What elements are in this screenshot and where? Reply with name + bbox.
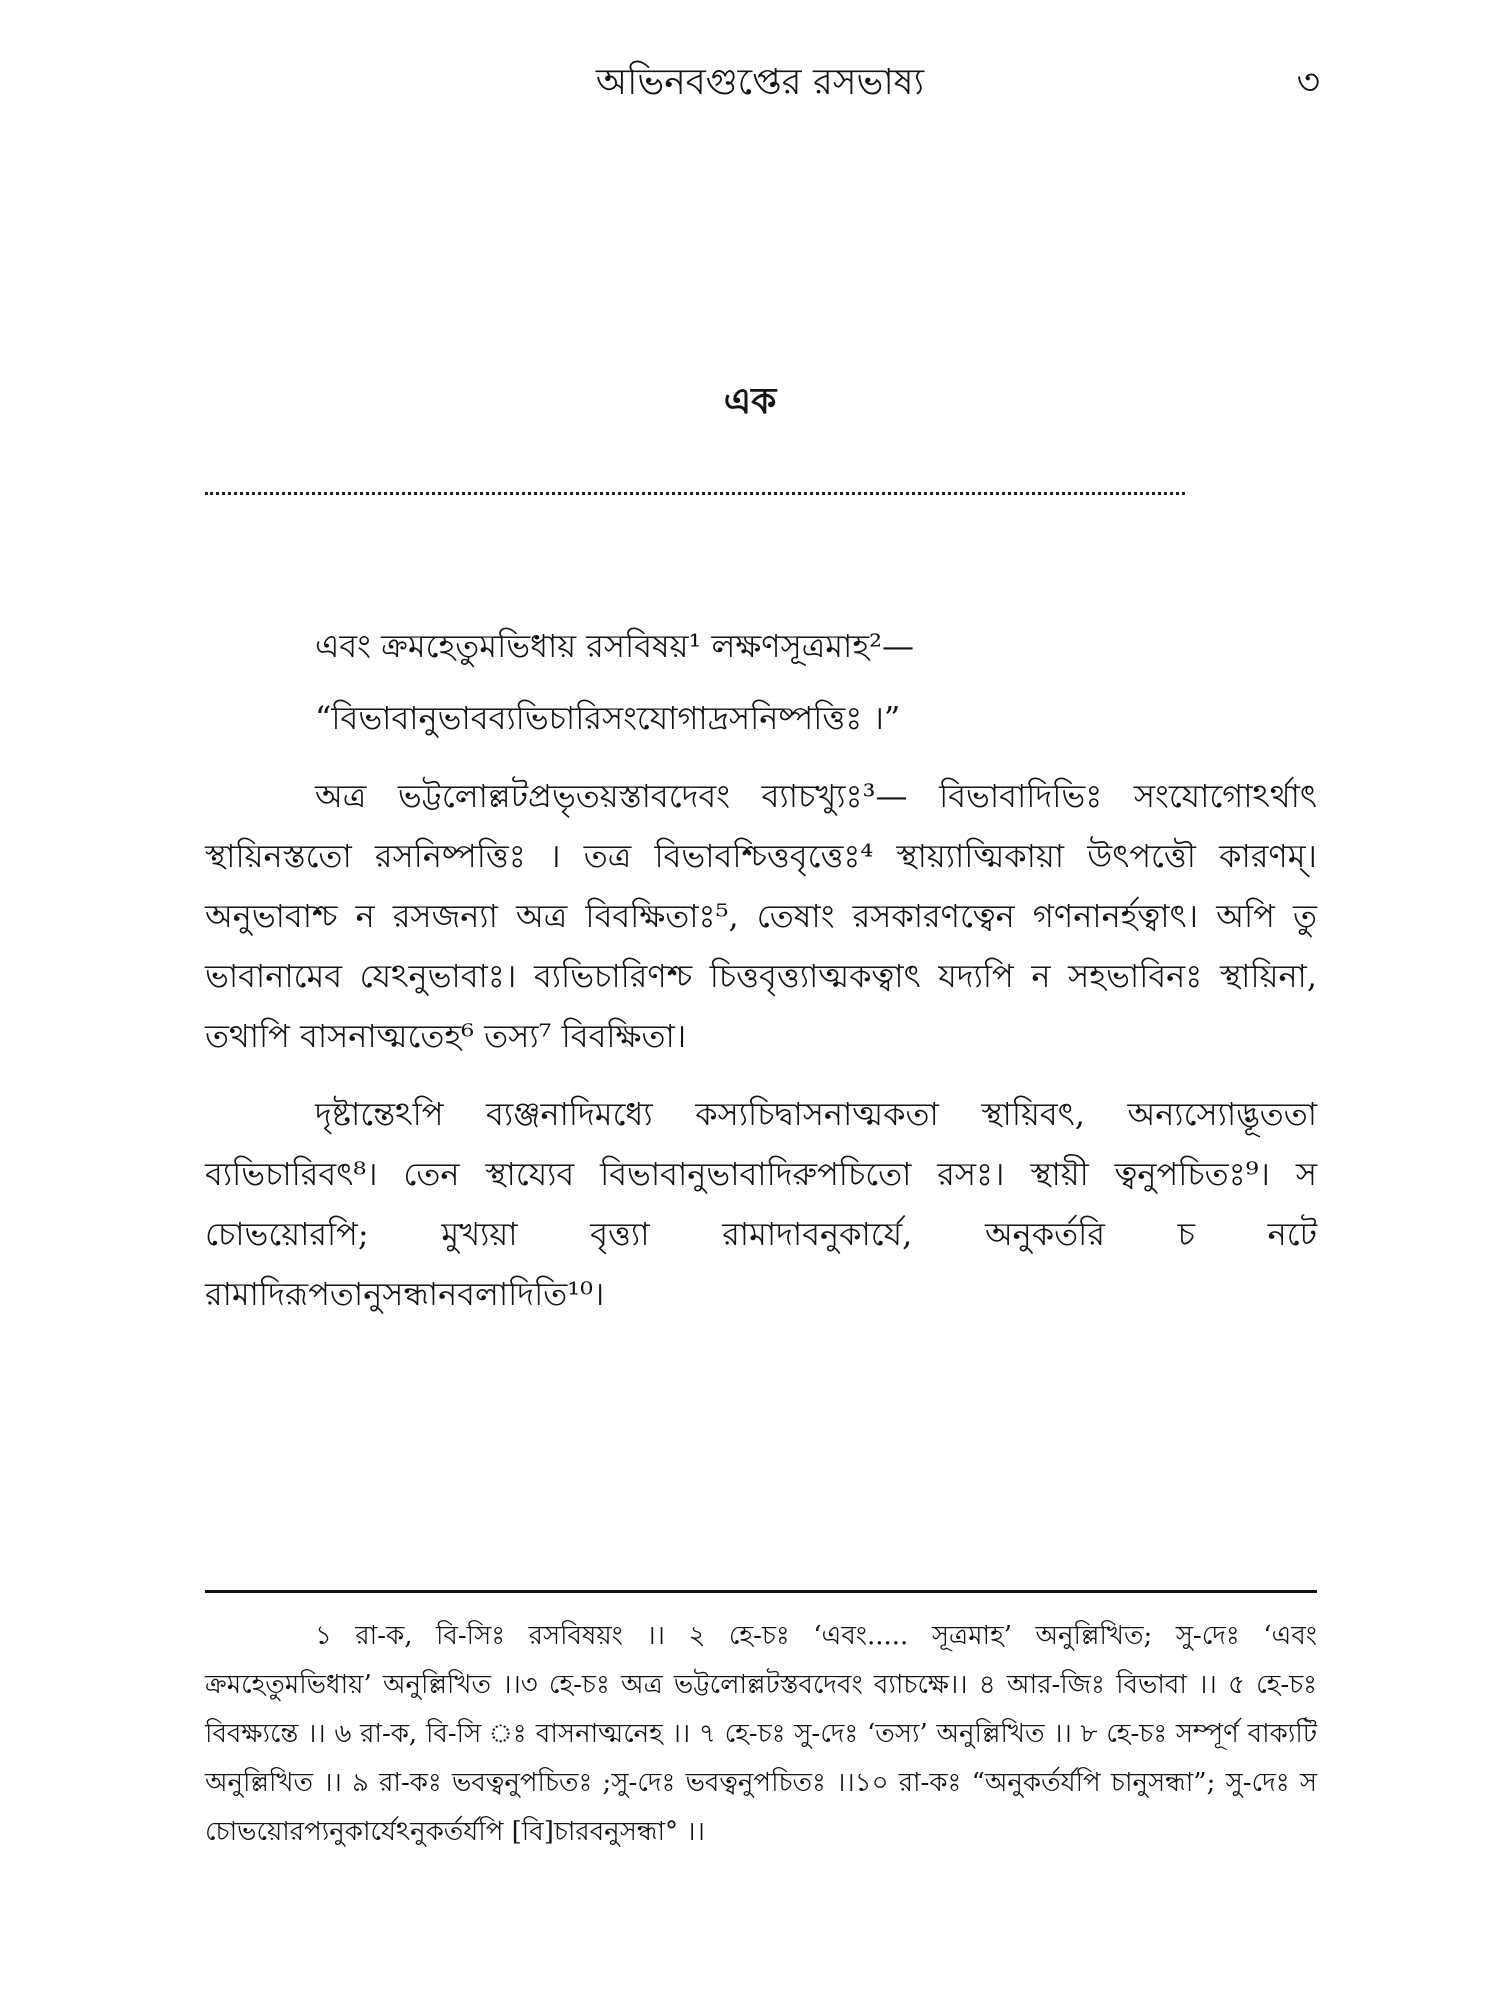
- footnotes: ১ রা-ক, বি-সিঃ রসবিষয়ং ।। ২ হে-চঃ ‘এবং..... সূত্রমাহ’ অনুল্লিখিত; সু-দেঃ ‘এবং ক্রমহেতুমভিধায়’ অনুল্লিখিত ।।৩ হে-চঃ অত্র ভট্টলোল্লটস্তবদেবং ব্যাচক্ষে।। ৪ আর-জিঃ বিভাবা ।। ৫ হে-চঃ বিবক্ষ্যন্তে ।। ৬ রা-ক, বি-সি ঃ বাসনাত্মনেহ ।। ৭ হে-চঃ সু-দেঃ ‘তস্য’ অনুল্লিখিত ।। ৮ হে-চঃ সম্পূর্ণ বাক্যটি অনুল্লিখিত ।। ৯ রা-কঃ ভবত্বনুপচিতঃ ;সু-দেঃ ভবত্বনুপচিতঃ ।।১০ রা-কঃ “অনুকর্তর্যপি চানুসন্ধা”; সু-দেঃ স চোভয়োরপ্যনুকার্যেঽনুকর্তর্যপি [বি]চারবনুসন্ধা° ।।: [205, 1621, 1317, 1847]
- paragraph-intro: এবং ক্রমহেতুমভিধায় রসবিষয়¹ লক্ষণসূত্রমাহ²—: [315, 627, 914, 665]
- footnote-separator: [205, 1590, 1317, 1593]
- running-header: [200, 58, 1320, 108]
- dotted-separator: [205, 492, 1185, 495]
- running-header-title: অভিনবগুপ্তের রসভাষ্য: [595, 62, 925, 103]
- page-number: ৩: [1296, 62, 1320, 103]
- chapter-heading: এক: [723, 380, 777, 422]
- paragraph-example: দৃষ্টান্তেঽপি ব্যঞ্জনাদিমধ্যে কস্যচিদ্বাসনাত্মকতা স্থায়িবৎ, অন্যস্যোদ্ভূততা ব্যভিচারিবৎ⁸। তেন স্থায্যেব বিভাবানুভাবাদিরুপচিতো রসঃ। স্থায়ী ত্বনুপচিতঃ⁹। স চোভয়োরপি; মুখ্যয়া বৃত্ত্যা রামাদাবনুকার্যে, অনুকর্তরি চ নটে রামাদিরূপতানুসন্ধানবলাদিতি¹⁰।: [205, 1095, 1317, 1313]
- main-text: [205, 600, 1317, 1324]
- paragraph-sutra: “বিভাবানুভাবব্যভিচারিসংযোগাদ্রসনিষ্পত্তিঃ ।”: [315, 699, 901, 737]
- paragraph-commentary: অত্র ভট্টলোল্লটপ্রভৃতয়স্তাবদেবং ব্যাচখ্যুঃ³— বিভাবাদিভিঃ সংযোগোঽর্থাৎ স্থায়িনস্ততো রসনিষ্পত্তিঃ । তত্র বিভাবশ্চিত্তবৃত্তেঃ⁴ স্থায়্যাত্মিকায়া উৎপত্তৌ কারণম্। অনুভাবাশ্চ ন রসজন্যা অত্র বিবক্ষিতাঃ⁵, তেষাং রসকারণত্বেন গণনানর্হত্বাৎ। অপি তু ভাবানামেব যেঽনুভাবাঃ। ব্যভিচারিণশ্চ চিত্তবৃত্ত্যাত্মকত্বাৎ যদ্যপি ন সহভাবিনঃ স্থায়িনা, তথাপি বাসনাত্মতেহ⁶ তস্য⁷ বিবক্ষিতা।: [205, 777, 1317, 1055]
